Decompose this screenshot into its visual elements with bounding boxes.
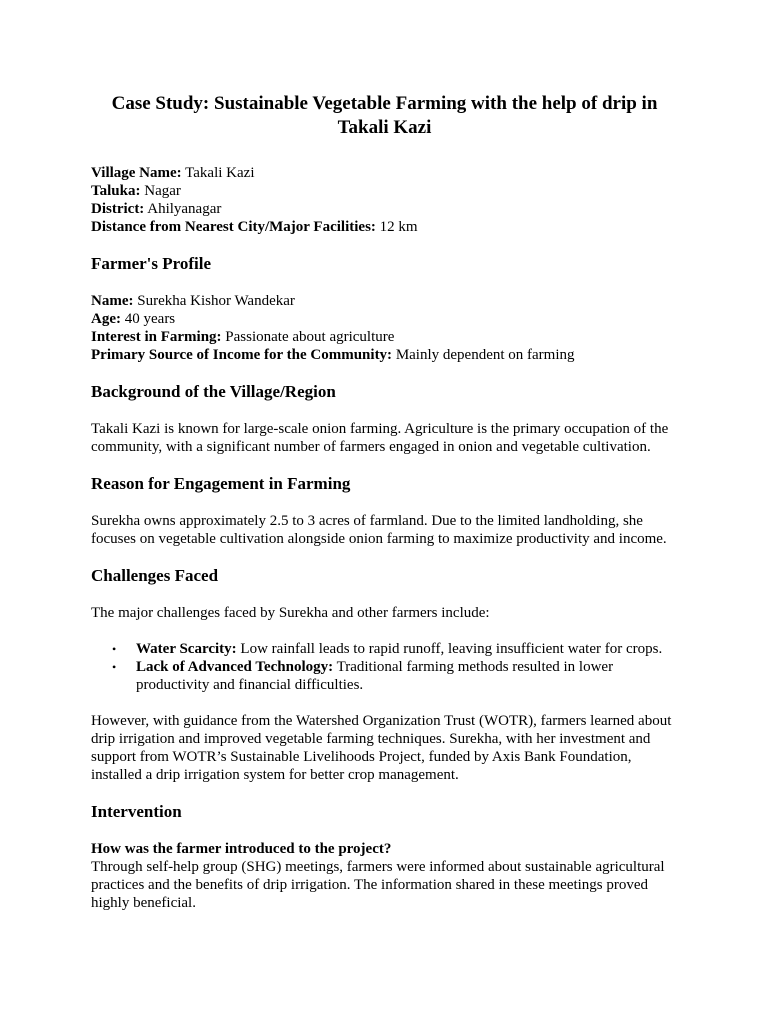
info-label: District:: [91, 201, 145, 217]
info-value: Nagar: [140, 183, 181, 199]
profile-label: Age:: [91, 311, 121, 327]
challenge-text: Low rainfall leads to rapid runoff, leaving insufficient water for crops.: [236, 641, 663, 657]
info-village-name: [91, 164, 678, 182]
info-value: 12 km: [375, 219, 418, 235]
profile-name: [91, 292, 678, 310]
challenge-label: Lack of Advanced Technology:: [136, 659, 334, 675]
heading-reason: Reason for Engagement in Farming: [91, 474, 351, 493]
profile-income: [91, 346, 678, 364]
document-title: [91, 92, 678, 140]
challenges-list: [91, 640, 678, 694]
info-label: Distance from Nearest City/Major Facilities:: [91, 219, 376, 235]
heading-farmer-profile: Farmer's Profile: [91, 254, 212, 273]
title-line-2: Takali Kazi: [337, 117, 432, 138]
info-distance: [91, 218, 678, 236]
challenges-followup: However, with guidance from the Watershed Organization Trust (WOTR), farmers learned about drip irrigation and improved vegetable farming techniques. Surekha, with her investment and support from WOTR’s Sustainable Livelihoods Project, funded by Axis Bank Foundation, installed a drip irrigation system for better crop management.: [91, 713, 672, 783]
heading-challenges: Challenges Faced: [91, 566, 219, 585]
info-value: Ahilyanagar: [144, 201, 222, 217]
profile-value: Mainly dependent on farming: [392, 347, 575, 363]
info-value: Takali Kazi: [181, 165, 255, 181]
profile-label: Interest in Farming:: [91, 329, 222, 345]
intervention-paragraph: Through self-help group (SHG) meetings, farmers were informed about sustainable agricultural practices and the benefits of drip irrigation. The information shared in these meetings proved highly beneficial.: [91, 859, 665, 911]
intervention-subheading: How was the farmer introduced to the project?: [91, 841, 392, 857]
info-taluka: [91, 182, 678, 200]
bullet-icon: •: [112, 660, 117, 674]
challenge-label: Water Scarcity:: [136, 641, 237, 657]
info-district: [91, 200, 678, 218]
bullet-icon: •: [112, 642, 117, 656]
list-item: [91, 640, 678, 658]
challenges-intro: The major challenges faced by Surekha and other farmers include:: [91, 605, 490, 621]
profile-value: Surekha Kishor Wandekar: [133, 293, 295, 309]
profile-age: [91, 310, 678, 328]
reason-paragraph: Surekha owns approximately 2.5 to 3 acres of farmland. Due to the limited landholding, she focuses on vegetable cultivation alongside onion farming to maximize productivity and income.: [91, 513, 667, 547]
profile-label: Primary Source of Income for the Community:: [91, 347, 393, 363]
heading-background: Background of the Village/Region: [91, 382, 336, 401]
farmer-profile: [91, 292, 678, 364]
profile-value: 40 years: [121, 311, 176, 327]
background-paragraph: Takali Kazi is known for large-scale onion farming. Agriculture is the primary occupation of the community, with a significant number of farmers engaged in onion and vegetable cultivation.: [91, 421, 669, 455]
info-label: Taluka:: [91, 183, 141, 199]
title-line-1: Case Study: Sustainable Vegetable Farming with the help of drip in: [111, 93, 658, 114]
heading-intervention: Intervention: [91, 802, 182, 821]
profile-label: Name:: [91, 293, 134, 309]
list-item: [91, 658, 678, 694]
challenge-text: Traditional farming methods resulted in lower productivity and financial difficulties.: [136, 659, 614, 693]
profile-interest: [91, 328, 678, 346]
info-label: Village Name:: [91, 165, 182, 181]
profile-value: Passionate about agriculture: [221, 329, 395, 345]
village-info: [91, 164, 678, 236]
